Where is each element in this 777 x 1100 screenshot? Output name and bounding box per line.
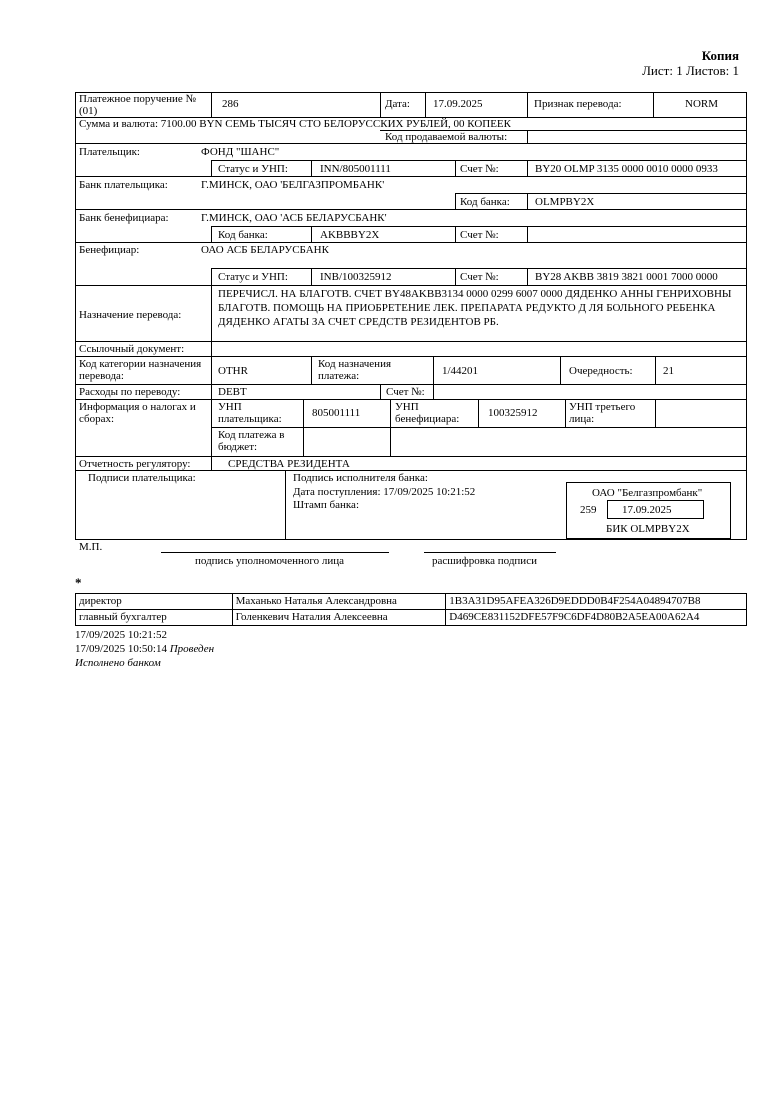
stamp-number: 259	[580, 504, 597, 516]
beneficiary-status: INB/100325912	[320, 271, 392, 283]
asterisk-mark: *	[75, 575, 82, 590]
benef-unp-label: УНП бенефициара:	[395, 401, 460, 425]
sign-decode-caption: расшифровка подписи	[432, 555, 537, 567]
copy-label: Копия	[701, 48, 739, 63]
stamp-label: Штамп банка:	[293, 499, 359, 511]
log-line-2-status: Проведен	[169, 643, 215, 655]
priority-label: Очередность:	[569, 365, 633, 377]
mp-label: М.П.	[79, 541, 103, 553]
beneficiary-label: Бенефициар:	[79, 244, 140, 256]
table-row	[76, 594, 747, 610]
order-number: 286	[222, 98, 239, 110]
beneficiary-name: ОАО АСБ БЕЛАРУСБАНК	[201, 244, 329, 256]
payer-status-label: Статус и УНП:	[218, 163, 288, 175]
payer-signatures-label: Подписи плательщика:	[88, 472, 196, 484]
category-value: OTHR	[218, 365, 248, 377]
stamp-date: 17.09.2025	[622, 504, 672, 516]
payment-code: 1/44201	[442, 365, 479, 377]
amount-label: Сумма и валюта:	[79, 118, 159, 130]
signer-name: Голенкевич Наталия Алексеевна	[232, 610, 446, 626]
order-title-label: Платежное поручение № (01)	[79, 93, 197, 117]
sheets-count: Лист: 1 Листов: 1	[642, 63, 739, 78]
payment-code-label: Код назначения платежа:	[318, 358, 392, 382]
payer-name: ФОНД "ШАНС"	[201, 146, 280, 158]
taxes-label: Информация о налогах и сборах:	[79, 401, 196, 425]
benef-bank-code-label: Код банка:	[218, 229, 268, 241]
table-row	[76, 610, 747, 626]
payer-bank-code-label: Код банка:	[460, 196, 510, 208]
date-label: Дата:	[385, 98, 410, 110]
auth-sign-caption: подпись уполномоченного лица	[195, 555, 344, 567]
transfer-sign: NORM	[685, 98, 719, 110]
expenses-value: DEBT	[218, 386, 247, 398]
purpose-label: Назначение перевода:	[79, 309, 182, 321]
payer-label: Плательщик:	[79, 146, 140, 158]
purpose-text: ПЕРЕЧИСЛ. НА БЛАГОТВ. СЧЕТ BY48AKBB3134 0000 0299 6007 0000 ДЯДЕНКО АННЫ ГЕНРИХОВНЫ БЛАГОТВ. ПОМОЩЬ НА ПРИОБРЕТЕНИЕ ЛЕК. ПРЕПАРАТА РЕДУКТО Д ЛЯ БОЛЬНОГО РЕБЕНКА ДЯДЕНКО АГАТЫ ЗА СЧЕТ СРЕДСТВ РЕЗИДЕНТОВ РБ.	[218, 288, 732, 328]
stamp-bik: БИК OLMPBY2X	[606, 523, 690, 535]
payer-bank-label: Банк плательщика:	[79, 179, 168, 191]
benef-bank-code: AKBBBY2X	[320, 229, 380, 241]
signer-role: главный бухгалтер	[76, 610, 233, 626]
signer-hash: 1B3A31D95AFEA326D9EDDD0B4F254A04894707B8	[446, 594, 747, 610]
beneficiary-account-label: Счет №:	[460, 271, 499, 283]
signers-table	[75, 593, 747, 626]
stamp-bank-name: ОАО "Белгазпромбанк"	[592, 487, 703, 499]
payer-account: BY20 OLMP 3135 0000 0010 0000 0933	[535, 163, 718, 175]
signer-hash: D469CE831152DFE57F9C6DF4D80B2A5EA00A62A4	[446, 610, 747, 626]
benef-bank-account-label: Счет №:	[460, 229, 499, 241]
payer-unp-label: УНП плательщика:	[218, 401, 282, 425]
expenses-label: Расходы по переводу:	[79, 386, 181, 398]
regulator-value: СРЕДСТВА РЕЗИДЕНТА	[228, 458, 350, 470]
signer-name: Маханько Наталья Александровна	[232, 594, 446, 610]
beneficiary-status-label: Статус и УНП:	[218, 271, 288, 283]
signer-role: директор	[76, 594, 233, 610]
sign-decode-line	[424, 552, 556, 553]
third-unp-label: УНП третьего лица:	[569, 401, 636, 425]
log-line-1: 17/09/2025 10:21:52	[75, 629, 167, 641]
order-date: 17.09.2025	[433, 98, 483, 110]
log-line-3: Исполнено банком	[75, 657, 161, 669]
category-label: Код категории назначения перевода:	[79, 358, 202, 382]
sold-currency-label: Код продаваемой валюты:	[385, 131, 508, 143]
budget-code-label: Код платежа в бюджет:	[218, 429, 285, 453]
log-line-2	[75, 643, 214, 655]
log-line-2-time: 17/09/2025 10:50:14	[75, 643, 167, 655]
receipt-date: Дата поступления: 17/09/2025 10:21:52	[293, 486, 476, 498]
regulator-label: Отчетность регулятору:	[79, 458, 191, 470]
payer-status: INN/805001111	[320, 163, 391, 175]
benef-unp: 100325912	[488, 407, 538, 419]
transfer-sign-label: Признак перевода:	[534, 98, 622, 110]
amount-value: 7100.00 BYN СЕМЬ ТЫСЯЧ СТО БЕЛОРУССКИХ РУБЛЕЙ, 00 КОПЕЕК	[160, 118, 511, 130]
bank-sign-label: Подпись исполнителя банка:	[293, 472, 428, 484]
expenses-account-label: Счет №:	[386, 386, 425, 398]
auth-sign-line	[161, 552, 389, 553]
payer-account-label: Счет №:	[460, 163, 499, 175]
benef-bank-name: Г.МИНСК, ОАО 'АСБ БЕЛАРУСБАНК'	[201, 212, 387, 224]
payer-bank-code: OLMPBY2X	[535, 196, 595, 208]
payer-unp: 805001111	[312, 407, 361, 419]
benef-bank-label: Банк бенефициара:	[79, 212, 169, 224]
amount-row	[79, 118, 511, 130]
beneficiary-account: BY28 AKBB 3819 3821 0001 7000 0000	[535, 271, 718, 283]
payer-bank-name: Г.МИНСК, ОАО 'БЕЛГАЗПРОМБАНК'	[201, 179, 385, 191]
reference-doc-label: Ссылочный документ:	[79, 343, 185, 355]
priority: 21	[663, 365, 674, 377]
